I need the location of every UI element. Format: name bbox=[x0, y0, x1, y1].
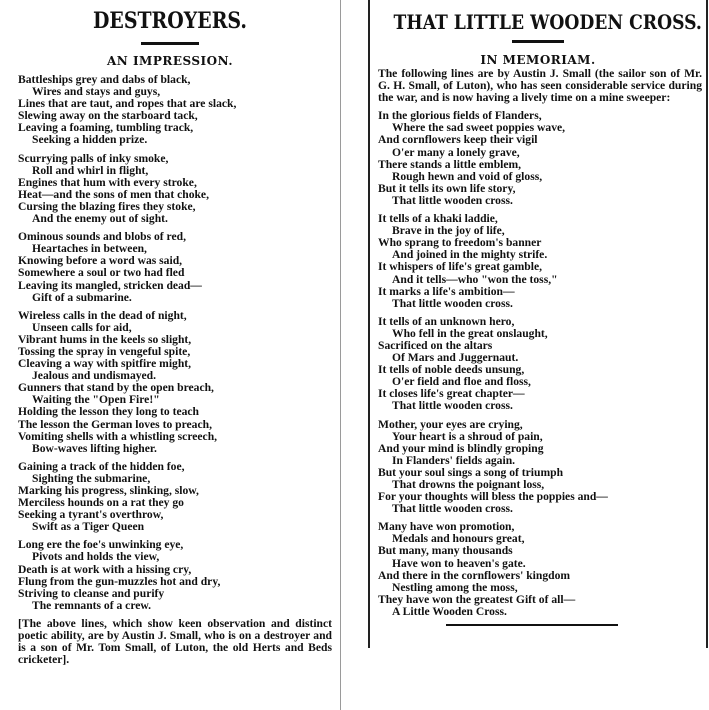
poem-line: It closes life's great chapter— bbox=[378, 387, 525, 401]
poem-line: They have won the greatest Gift of all— bbox=[378, 592, 576, 606]
poem-line: That drowns the poignant loss, bbox=[392, 478, 545, 491]
poem-line: Ominous sounds and blobs of red, bbox=[18, 230, 186, 244]
article-destroyers bbox=[0, 0, 341, 710]
poem-line: In the glorious fields of Flanders, bbox=[378, 109, 542, 123]
poem-line: Flung from the gun-muzzles hot and dry, bbox=[18, 574, 221, 588]
poem-line: Seeking a tyrant's overthrow, bbox=[18, 508, 164, 522]
poem-line: Marking his progress, slinking, slow, bbox=[18, 484, 199, 497]
poem-line: Scurrying palls of inky smoke, bbox=[18, 151, 169, 165]
article-wooden-cross bbox=[368, 0, 708, 648]
poem-line: Unseen calls for aid, bbox=[32, 320, 132, 334]
article-subtitle: AN IMPRESSION. bbox=[106, 54, 233, 68]
end-rule bbox=[446, 624, 618, 626]
article-title: THAT LITTLE WOODEN CROSS. bbox=[393, 10, 702, 34]
poem-line: Heat—and the sons of men that choke, bbox=[18, 187, 209, 201]
poem-line: Of Mars and Juggernaut. bbox=[392, 351, 519, 365]
poem-line: O'er field and floe and floss, bbox=[392, 375, 531, 389]
stanza bbox=[378, 419, 702, 516]
poem-line: Who fell in the great onslaught, bbox=[392, 326, 548, 340]
poem-line: Wires and stays and guys, bbox=[32, 85, 161, 99]
poem-line: And joined in the mighty strife. bbox=[392, 248, 548, 262]
poem-line: Death is at work with a hissing cry, bbox=[18, 562, 192, 576]
poem-line: Vomiting shells with a whistling screech, bbox=[18, 429, 218, 443]
poem-line: And cornflowers keep their vigil bbox=[378, 133, 538, 147]
title-rule bbox=[141, 42, 199, 45]
poem-line: Heartaches in between, bbox=[32, 242, 147, 256]
poem-line: For your thoughts will bless the poppies and— bbox=[378, 490, 608, 504]
intro-paragraph: The following lines are by Austin J. Small (the sailor son of Mr. G. H. Small, of Luton), who has seen considerable service during the war, and is now having a lively time on a mine sweeper: bbox=[378, 67, 702, 105]
poem-line: There stands a little emblem, bbox=[378, 157, 522, 171]
poem-line: Tossing the spray in vengeful spite, bbox=[18, 344, 191, 358]
poem-line: It tells of a khaki laddie, bbox=[378, 212, 498, 226]
poem-line: Bow-waves lifting higher. bbox=[32, 441, 157, 455]
stanza bbox=[378, 316, 702, 413]
poem-line: Gift of a submarine. bbox=[32, 290, 132, 304]
poem-line: The remnants of a crew. bbox=[32, 598, 152, 612]
poem-line: Knowing before a word was said, bbox=[18, 254, 183, 268]
poem-line: But many, many thousands bbox=[378, 544, 513, 558]
poem-line: Brave in the joy of life, bbox=[392, 224, 505, 238]
article-title: DESTROYERS. bbox=[92, 8, 247, 34]
poem-line: And your mind is blindly groping bbox=[378, 441, 544, 455]
poem-line: Striving to cleanse and purify bbox=[18, 586, 165, 600]
stanza bbox=[18, 231, 340, 304]
poem-line: The lesson the German loves to preach, bbox=[18, 417, 212, 431]
poem-line: But your soul sings a song of triumph bbox=[378, 465, 564, 479]
poem-line: It tells of noble deeds unsung, bbox=[378, 363, 525, 377]
poem-line: Wireless calls in the dead of night, bbox=[18, 308, 187, 322]
poem-line: Pivots and holds the view, bbox=[32, 550, 160, 564]
poem-line: O'er many a lonely grave, bbox=[392, 145, 520, 159]
poem-line: Sighting the submarine, bbox=[32, 471, 151, 485]
stanza bbox=[18, 310, 340, 455]
stanza bbox=[378, 521, 702, 618]
poem-line: Cursing the blazing fires they stoke, bbox=[18, 199, 196, 213]
poem-line: Have won to heaven's gate. bbox=[392, 556, 526, 570]
poem-line: And there in the cornflowers' kingdom bbox=[378, 568, 571, 582]
poem-line: That little wooden cross. bbox=[392, 399, 513, 413]
poem-line: That little wooden cross. bbox=[392, 296, 513, 310]
editor-note: [The above lines, which show keen observation and distinct poetic ability, are by Austin J. Small, who is on a destroyer and is a son of Mr. Tom Small, of Luton, the old Herts and Beds cricketer]. bbox=[18, 616, 332, 667]
poem-line: In Flanders' fields again. bbox=[392, 453, 516, 467]
poem-line: Seeking a hidden prize. bbox=[32, 133, 148, 147]
poem-line: Where the sad sweet poppies wave, bbox=[392, 121, 566, 135]
stanza bbox=[18, 461, 340, 534]
poem-line: Medals and honours great, bbox=[392, 532, 525, 546]
poem-body bbox=[370, 110, 706, 618]
editor-note-wrap bbox=[0, 618, 340, 666]
poem-line: Merciless hounds on a rat they go bbox=[18, 496, 184, 510]
poem-line: But it tells its own life story, bbox=[378, 181, 516, 195]
poem-line: Leaving its mangled, stricken dead— bbox=[18, 278, 202, 292]
poem-line: Engines that hum with every stroke, bbox=[18, 175, 197, 189]
poem-line: Many have won promotion, bbox=[378, 520, 515, 534]
poem-line: That little wooden cross. bbox=[392, 502, 513, 516]
poem-line: Who sprang to freedom's banner bbox=[378, 236, 542, 250]
poem-line: It whispers of life's great gamble, bbox=[378, 260, 543, 274]
poem-line: Roll and whirl in flight, bbox=[32, 163, 149, 177]
poem-line: Cleaving a way with spitfire might, bbox=[18, 357, 192, 371]
poem-line: Nestling among the moss, bbox=[392, 580, 518, 594]
poem-line: And the enemy out of sight. bbox=[32, 212, 168, 226]
poem-line: A Little Wooden Cross. bbox=[392, 604, 507, 618]
poem-line: Swift as a Tiger Queen bbox=[32, 520, 145, 534]
poem-line: Holding the lesson they long to teach bbox=[18, 405, 199, 419]
poem-line: It tells of an unknown hero, bbox=[378, 314, 515, 328]
poem-line: That little wooden cross. bbox=[392, 193, 513, 207]
stanza bbox=[378, 110, 702, 207]
poem-line: Mother, your eyes are crying, bbox=[378, 417, 523, 431]
article-subtitle: IN MEMORIAM. bbox=[480, 53, 596, 67]
poem-line: Your heart is a shroud of pain, bbox=[392, 429, 543, 443]
poem-line: Slewing away on the starboard tack, bbox=[18, 109, 198, 123]
poem-line: Gaining a track of the hidden foe, bbox=[18, 459, 185, 473]
poem-line: Sacrificed on the altars bbox=[378, 338, 493, 352]
poem-line: Long ere the foe's unwinking eye, bbox=[18, 538, 184, 552]
poem-line: And it tells—who "won the toss," bbox=[392, 272, 558, 286]
intro-wrap bbox=[370, 68, 706, 104]
stanza bbox=[18, 153, 340, 226]
poem-line: Gunners that stand by the open breach, bbox=[18, 381, 214, 395]
title-rule bbox=[512, 40, 564, 43]
poem-body bbox=[0, 74, 340, 612]
poem-line: Jealous and undismayed. bbox=[32, 369, 157, 383]
poem-line: Rough hewn and void of gloss, bbox=[392, 169, 543, 183]
stanza bbox=[18, 539, 340, 612]
poem-line: Lines that are taut, and ropes that are slack, bbox=[18, 97, 237, 111]
stanza bbox=[378, 213, 702, 310]
poem-line: Somewhere a soul or two had fled bbox=[18, 266, 185, 280]
poem-line: It marks a life's ambition— bbox=[378, 284, 515, 298]
poem-line: Battleships grey and dabs of black, bbox=[18, 73, 191, 86]
poem-line: Vibrant hums in the keels so slight, bbox=[18, 332, 192, 346]
poem-line: Leaving a foaming, tumbling track, bbox=[18, 121, 194, 135]
stanza bbox=[18, 74, 340, 147]
poem-line: Waiting the "Open Fire!" bbox=[32, 393, 160, 407]
